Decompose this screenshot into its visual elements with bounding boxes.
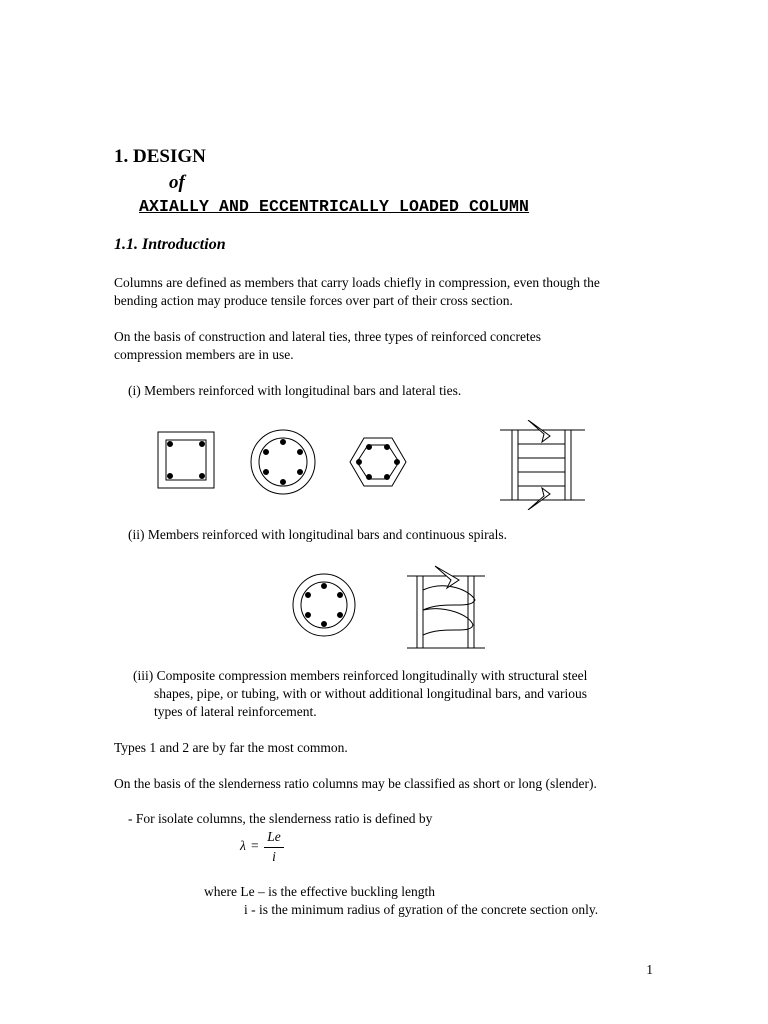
section-title: 1.1. Introduction [114,236,226,253]
square-section-diagram [158,432,214,488]
tied-columns-figure [150,420,600,510]
formula-lambda: λ [240,838,246,853]
list-item-3-line-2: shapes, pipe, or tubing, with or without additional longitudinal bars, and various [154,686,588,701]
spiral-section-diagram [293,574,355,636]
hexagonal-section-diagram [350,438,406,486]
where-line-2: i - is the minimum radius of gyration of the concrete section only. [244,902,599,917]
formula-numerator: Le [267,829,281,844]
formula-equals: = [251,838,259,853]
isolate-columns-text: - For isolate columns, the slenderness ratio is defined by [128,811,433,826]
formula-denominator: i [272,849,276,864]
paragraph-1-line-2: bending action may produce tensile forces over part of their cross section. [114,293,513,308]
page-number: 1 [646,962,653,977]
paragraph-2-line-2: compression members are in use. [114,347,294,362]
list-item-1: (i) Members reinforced with longitudinal bars and lateral ties. [128,383,462,398]
chapter-title: 1. DESIGN [114,146,206,167]
spiral-column-figure [285,560,495,652]
chapter-subtitle: AXIALLY AND ECCENTRICALLY LOADED COLUMN [139,197,530,216]
list-item-2: (ii) Members reinforced with longitudinal bars and continuous spirals. [128,527,508,542]
types-common-text: Types 1 and 2 are by far the most common. [114,740,348,755]
paragraph-2-line-1: On the basis of construction and lateral ties, three types of reinforced concretes [114,329,541,344]
list-item-3-line-3: types of lateral reinforcement. [154,704,317,719]
paragraph-1-line-1: Columns are defined as members that carry loads chiefly in compression, even though the [114,275,600,290]
list-item-3-line-1: (iii) Composite compression members reinforced longitudinally with structural steel [133,668,588,683]
slenderness-intro-text: On the basis of the slenderness ratio columns may be classified as short or long (slender). [114,776,597,791]
chapter-of: of [169,172,185,193]
spiral-column-elevation-diagram [407,566,485,648]
tied-column-elevation-diagram [500,420,585,510]
fraction-bar [264,847,284,848]
where-line-1: where Le – is the effective buckling length [204,884,436,899]
circular-tied-section-diagram [251,430,315,494]
